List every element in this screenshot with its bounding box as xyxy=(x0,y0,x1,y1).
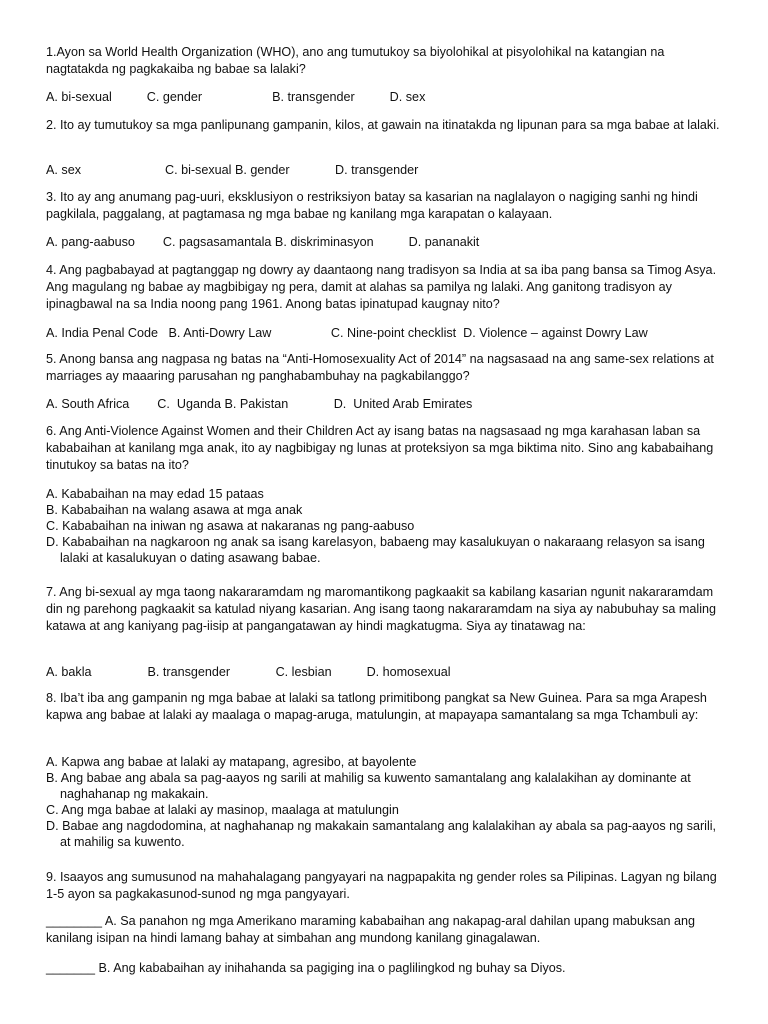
question-8-option-a: A. Kapwa ang babae at lalaki ay matapang, agresibo, at bayolente xyxy=(46,755,417,769)
question-5-options: A. South Africa C. Uganda B. Pakistan D. United Arab Emirates xyxy=(46,397,473,411)
question-8-options xyxy=(46,754,726,850)
question-6-option-b: B. Kababaihan na walang asawa at mga anak xyxy=(46,503,303,517)
question-7: 7. Ang bi-sexual ay mga taong nakararamdam ng maromantikong pagkaakit sa kabilang kasarian ngunit nakararamdam din ng parehong pagkaakit sa katulad niyang kasarian. Ang isang taong nakararamdam na siya ay nabubuhay sa maling katawa at ang kaniyang pag-iisip at pangangatawan ay hindi magkatugma. Siya ay tinatawag na: xyxy=(46,585,717,633)
question-1-options: A. bi-sexual C. gender B. transgender D. sex xyxy=(46,90,426,104)
question-6-options xyxy=(46,486,726,566)
question-4-options: A. India Penal Code B. Anti-Dowry Law C. Nine-point checklist D. Violence – against Dowry Law xyxy=(46,326,648,340)
question-8-option-d: D. Babae ang nagdodomina, at naghahanap ng makakain samantalang ang kalalakihan ay abala sa pag-aayos ng sarili, at mahilig sa kuwento. xyxy=(46,819,717,849)
question-6: 6. Ang Anti-Violence Against Women and their Children Act ay isang batas na nagsasaad ng mga karahasan laban sa kababaihan at kanilang mga anak, ito ay nagbibigay ng lunas at proteksiyon sa mga biktima nito. Sino ang kababaihang tinutukoy sa batas na ito? xyxy=(46,424,714,472)
question-3: 3. Ito ay ang anumang pag-uuri, eksklusiyon o restriksiyon batay sa kasarian na naglalayon o nagiging sanhi ng hindi pagkilala, paggalang, at pagtamasa ng mga babae ng kanilang mga karapatan o kalayaan. xyxy=(46,190,698,221)
question-6-option-a: A. Kababaihan na may edad 15 pataas xyxy=(46,487,264,501)
question-8-option-c: C. Ang mga babae at lalaki ay masinop, maalaga at matulungin xyxy=(46,803,399,817)
question-9-item-b: _______ B. Ang kababaihan ay inihahanda sa pagiging ina o paglilingkod ng buhay sa Diyos. xyxy=(46,961,566,975)
question-9: 9. Isaayos ang sumusunod na mahahalagang pangyayari na nagpapakita ng gender roles sa Pilipinas. Lagyan ng bilang 1-5 ayon sa pagkakasunod-sunod ng mga pangyayari. xyxy=(46,870,717,901)
question-2-options: A. sex C. bi-sexual B. gender D. transgender xyxy=(46,163,419,177)
question-6-option-c: C. Kababaihan na iniwan ng asawa at nakaranas ng pang-aabuso xyxy=(46,519,415,533)
question-2: 2. Ito ay tumutukoy sa mga panlipunang gampanin, kilos, at gawain na itinatakda ng lipunan para sa mga babae at lalaki. xyxy=(46,118,720,132)
question-8-option-b: B. Ang babae ang abala sa pag-aayos ng sarili at mahilig sa kuwento samantalang ang kalalakihan ay dominante at naghahanap ng makakain. xyxy=(46,771,691,801)
question-4: 4. Ang pagbabayad at pagtanggap ng dowry ay daantaong nang tradisyon sa India at sa iba pang bansa sa Timog Asya. Ang magulang ng babae ay magbibigay ng pera, damit at alahas sa pamilya ng lalaki. Ang ganitong tradisyon ay ipinagbawal na sa India noong pang 1961. Anong batas ipinatupad kaugnay nito? xyxy=(46,263,717,311)
question-7-options: A. bakla B. transgender C. lesbian D. homosexual xyxy=(46,665,451,679)
question-6-option-d: D. Kababaihan na nagkaroon ng anak sa isang karelasyon, babaeng may kasalukuyan o nakaraang relasyon sa isang lalaki at kasalukuyan o dating asawang babae. xyxy=(46,535,705,565)
question-9-item-a: ________ A. Sa panahon ng mga Amerikano maraming kababaihan ang nakapag-aral dahilan upang mabuksan ang kanilang isipan na hindi lamang bahay at simbahan ang mundong kanilang ginagalawan. xyxy=(46,914,696,945)
question-3-options: A. pang-aabuso C. pagsasamantala B. diskriminasyon D. pananakit xyxy=(46,235,480,249)
question-5: 5. Anong bansa ang nagpasa ng batas na “Anti-Homosexuality Act of 2014” na nagsasaad na ang same-sex relations at marriages ay maaaring parusahan ng panghabambuhay na pagkabilanggo? xyxy=(46,352,714,383)
question-1: 1.Ayon sa World Health Organization (WHO), ano ang tumutukoy sa biyolohikal at pisyolohikal na katangian na nagtatakda ng pagkakaiba ng babae sa lalaki? xyxy=(46,45,665,76)
question-8: 8. Iba’t iba ang gampanin ng mga babae at lalaki sa tatlong primitibong pangkat sa New Guinea. Para sa mga Arapesh kapwa ang babae at lalaki ay maalaga o mapag-aruga, matulungin, at mapayapa samantalang sa mga Tchambuli ay: xyxy=(46,691,707,722)
